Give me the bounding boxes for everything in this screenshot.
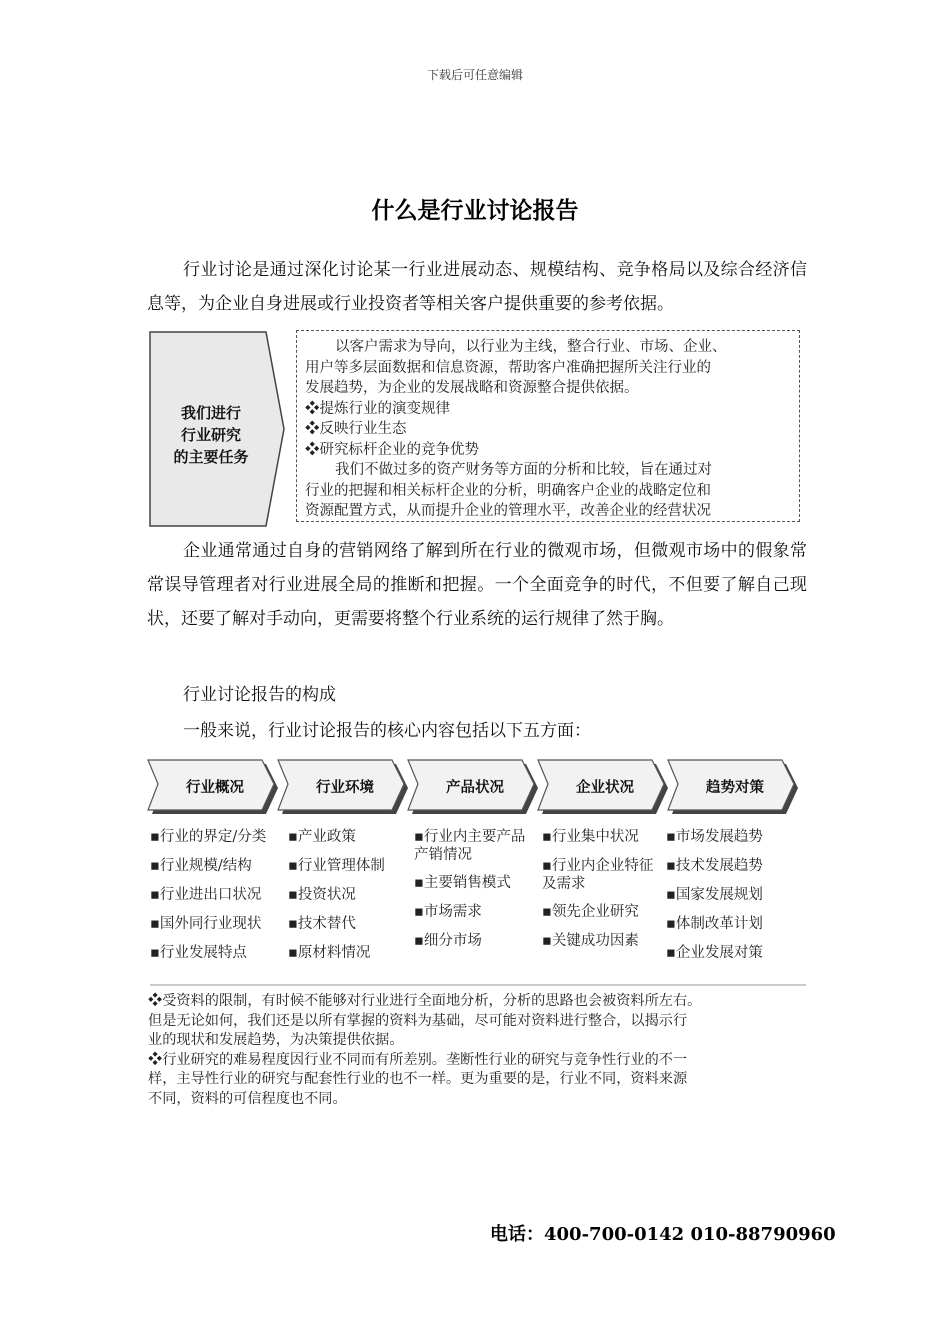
- column-items: [542, 828, 654, 961]
- column-items: [414, 828, 526, 961]
- task-line: 以客户需求为导向，以行业为主线，整合行业、市场、企业、: [335, 339, 727, 355]
- list-item: ▪体制改革计划: [666, 916, 763, 932]
- column-items: [150, 828, 286, 973]
- task-line: 发展趋势，为企业的发展战略和资源整合提供依据。: [305, 380, 639, 396]
- task-description-box: [296, 330, 800, 522]
- list-item: ▪原材料情况: [288, 945, 371, 961]
- intro-paragraph: 行业讨论是通过深化讨论某一行业进展动态、规模结构、竞争格局以及综合经济信息等，为企业自身进展或行业投资者等相关客户提供重要的参考依据。: [147, 260, 807, 314]
- list-item: ▪关键成功因素: [542, 933, 639, 949]
- note-line: 样，主导性行业的研究与配套性行业的也不一样。更为重要的是，行业不同，资料来源: [148, 1071, 688, 1088]
- market-paragraph: 企业通常通过自身的营销网络了解到所在行业的微观市场，但微观市场中的假象常常误导管理者对行业进展全局的推断和把握。一个全面竞争的时代，不但要了解自己现状，还要了解对手动向，更需要将整个行业系统的运行规律了然于胸。: [147, 541, 807, 629]
- list-item: ▪领先企业研究: [542, 904, 639, 920]
- column-title: 趋势对策: [706, 780, 764, 796]
- list-item: ▪主要销售模式: [414, 875, 511, 891]
- task-line: 资源配置方式，从而提升企业的管理水平，改善企业的经营状况: [305, 503, 711, 519]
- column-title: 企业状况: [576, 780, 634, 796]
- composition-intro: 一般来说，行业讨论报告的核心内容包括以下五方面：: [183, 721, 591, 741]
- task-bullet: ❖研究标杆企业的竞争优势: [305, 441, 479, 458]
- phone-number: 电话：400-700-0142 010-88790960: [490, 1224, 836, 1245]
- list-item: ▪技术替代: [288, 916, 356, 932]
- list-item: ▪国家发展规划: [666, 887, 763, 903]
- list-item: ▪行业集中状况: [542, 829, 639, 845]
- page-title: 什么是行业讨论报告: [371, 198, 579, 224]
- note-line: 但是无论如何，我们还是以所有掌握的资料为基础，尽可能对资料进行整合，以揭示行: [148, 1012, 688, 1029]
- composition-heading: 行业讨论报告的构成: [183, 685, 336, 705]
- note-line: ❖行业研究的难易程度因行业不同而有所差别。垄断性行业的研究与竞争性行业的不一: [148, 1051, 688, 1068]
- list-item: ▪行业内主要产品产销情况: [414, 829, 526, 863]
- list-item: ▪细分市场: [414, 933, 482, 949]
- list-item: ▪市场需求: [414, 904, 482, 920]
- list-item: ▪行业的界定/分类: [150, 829, 267, 845]
- list-item: ▪投资状况: [288, 887, 356, 903]
- column-title: 行业环境: [316, 780, 374, 796]
- list-item: ▪市场发展趋势: [666, 829, 763, 845]
- task-line: 用户等多层面数据和信息资源，帮助客户准确把握所关注行业的: [305, 359, 711, 376]
- task-label-line: 行业研究: [180, 426, 241, 444]
- task-bullet: ❖提炼行业的演变规律: [305, 400, 450, 417]
- task-label-line: 我们进行: [180, 404, 241, 422]
- list-item: ▪行业内企业特征及需求: [542, 858, 654, 892]
- task-line: 行业的把握和相关标杆企业的分析，明确客户企业的战略定位和: [305, 482, 711, 499]
- research-tasks-figure: [148, 330, 808, 528]
- list-item: ▪技术发展趋势: [666, 858, 763, 874]
- column-title: 产品状况: [446, 780, 504, 796]
- task-label: [156, 402, 266, 468]
- list-item: ▪产业政策: [288, 829, 356, 845]
- task-line: 我们不做过多的资产财务等方面的分析和比较，旨在通过对: [335, 462, 712, 478]
- list-item: ▪行业发展特点: [150, 945, 247, 961]
- list-item: ▪国外同行业现状: [150, 916, 262, 932]
- column-items: [666, 828, 796, 973]
- list-item: ▪行业管理体制: [288, 858, 385, 874]
- note-line: 业的现状和发展趋势，为决策提供依据。: [148, 1032, 404, 1049]
- note-line: ❖受资料的限制，有时候不能够对行业进行全面地分析，分析的思路也会被资料所左右。: [148, 993, 702, 1009]
- note-line: 不同，资料的可信程度也不同。: [148, 1090, 347, 1107]
- list-item: ▪行业规模/结构: [150, 858, 252, 874]
- task-bullet: ❖反映行业生态: [305, 421, 407, 437]
- task-label-line: 的主要任务: [173, 448, 249, 466]
- header-note: 下载后可任意编辑: [426, 68, 523, 82]
- list-item: ▪行业进出口状况: [150, 887, 262, 903]
- list-item: ▪企业发展对策: [666, 945, 763, 961]
- figure-notes: [148, 992, 788, 1110]
- column-items: [288, 828, 404, 973]
- divider: [150, 984, 806, 986]
- report-content-figure: [146, 758, 806, 988]
- column-title: 行业概况: [186, 780, 244, 796]
